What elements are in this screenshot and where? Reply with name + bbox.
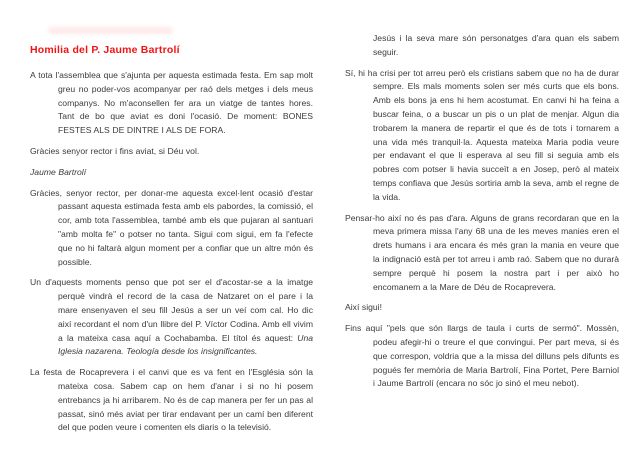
homily-title: Homilia del P. Jaume Bartrolí [30,44,180,56]
paragraph-fins-aqui: Fins aquí "pels que són llargs de taula i curts de sermó". Mossèn, podeu afegir-hi o treure el que convingui. Per part meva, si és que correspon, voldria que a la missa del dilluns pels difunts es pogués fer memòria de Maria Bartrolí, Fina Portet, Pere Barniol i Jaume Bartrolí (encara no sóc jo sinó el meu nebot). [345,323,619,389]
author-signature: Jaume Bartrolí [30,166,87,177]
paragraph-rocaprevera-festa: La festa de Rocaprevera i el canvi que es va fent en l'Església són la mateixa cosa. Sabem cap on hem d'anar i si no hi posem entrebancs ja hi arribarem. No és de cap manera per fer un pas al passat, sinó més aviat per tirar endavant per un camí ben diferent del que poden veure i comenten els diaris o la televisió. [30,367,313,433]
paragraph-natzaret-text: Un d'aquests moments penso que pot ser el d'acostar-se a la imatge perquè vindrà el record de la casa de Natzaret on el pare i la mare ensenyaven el seu fill Jesús a ser un veí com cal. Ho dic així recordant el nom d'un llibre del P. Víctor Codina. Amb ell vivim a la mateixa casa aquí a Cochabamba. El títol és aquest: [30,277,313,343]
paragraph-pensar-ho: Pensar-ho així no és pas d'ara. Alguns de grans recordaran que en la meva primera missa l'any 68 una de les meves manies eren el drets humans i ara encara és més gran la mania en veure que la indignació està per tot arreu i amb raó. Sabem que no durarà sempre perquè hi posem la nostra part i per això ho encomanem a la Mare de Déu de Rocaprevera. [345,212,619,292]
paragraph-continuation-jesus: Jesús i la seva mare són personatges d'ara quan els sabem seguir. [373,33,619,57]
book-title: Una Iglesia nazarena. Teología desde los insignificantes. [58,332,313,357]
paragraph-crisi: Sí, hi ha crisi per tot arreu però els cristians sabem que no ha de durar sempre. Els mals moments solen ser més curts que els bons. Amb els bons ja ens hi hem acostumat. En canvi hi ha feina a buscar feina, o a buscar un pis o un plat de menjar. Algun dia trobarem la manera de repartir el que és de tots i tornarem a una vida més tranquil·la. Aquesta mateixa Maria podia veure per endavant el que li esperava al seu fill si seguia amb els pobres com potser li havia succeït a en Josep, però al mateix temps confiava que Jesús sortiria amb la seva, amb el regne de la vida. [345,67,619,202]
paragraph-thanks-occasion: Gràcies, senyor rector, per donar-me aquesta excel·lent ocasió d'estar passant aquesta estimada festa amb els pabordes, la comissió, el cor, amb tota l'assemblea, també amb els que pujaran al santuari "amb molta fe" o potser no tanta. Sigui com sigui, em fa l'efecte que no hi faltarà algun moment per a confiar que un altre món és possible. [30,187,313,267]
paragraph-aixi-sigui: Així sigui! [345,302,382,313]
paragraph-thanks-rector-short: Gràcies senyor rector i fins aviat, si Déu vol. [30,145,200,156]
paragraph-natzaret [30,276,313,359]
left-page [30,0,313,452]
paragraph-greeting-assembly: A tota l'assemblea que s'ajunta per aquesta estimada festa. Em sap molt greu no poder-vos acompanyar per raó dels metges i dels meus companys. No m'aconsellen fer ara un viatge de tantes hores. Tant de bo que aviat es doni l'ocasió. De moment: BONES FESTES ALS DE DINTRE I ALS DE FORA. [30,70,313,136]
right-page [345,0,619,452]
